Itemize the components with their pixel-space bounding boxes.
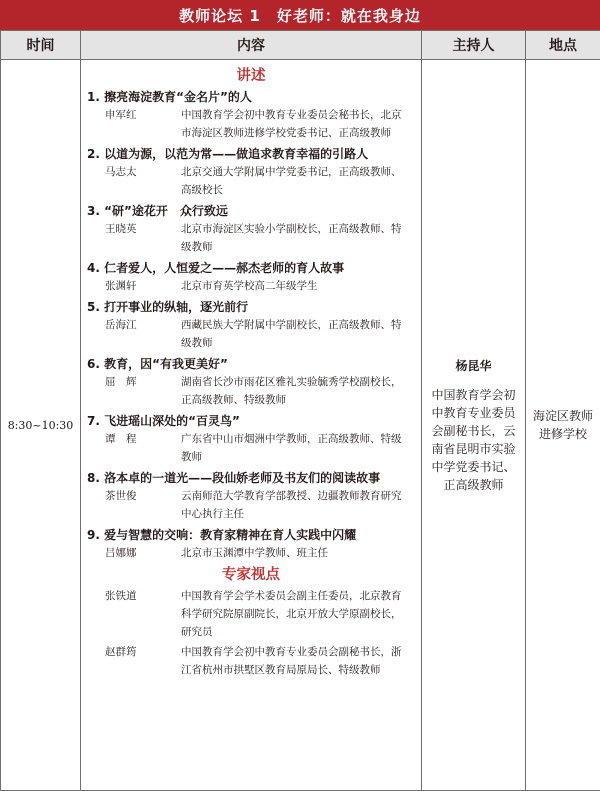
speaker-info <box>85 106 417 142</box>
speaker-name: 岳海江 <box>105 316 137 334</box>
host-desc: 中国教育学会初中教育专业委员会副秘书长，云南省昆明市实验中学党委书记、正高级教师 <box>427 386 520 494</box>
talk-item <box>85 469 417 523</box>
talk-item <box>85 526 417 562</box>
forum-title: 教师论坛 1 好老师：就在我身边 <box>179 5 421 26</box>
speaker-desc: 湖南省长沙市雨花区雅礼实验毓秀学校副校长，正高级教师、特级教师 <box>181 376 402 406</box>
session-time: 8:30~10:30 <box>1 60 81 791</box>
expert-name: 赵群筠 <box>105 643 137 661</box>
talk-item <box>85 145 417 199</box>
expert-desc: 中国教育学会初中教育专业委员会副秘书长，浙江省杭州市拱墅区教育局原局长、特级教师 <box>181 646 402 676</box>
session-place: 海淀区教师进修学校 <box>526 60 600 791</box>
talk-item <box>85 298 417 352</box>
talk-item <box>85 202 417 256</box>
header-time: 时间 <box>1 31 81 60</box>
forum-title-banner <box>0 0 600 30</box>
speaker-desc: 西藏民族大学附属中学副校长，正高级教师、特级教师 <box>181 319 402 349</box>
speaker-desc: 北京市育英学校高二年级学生 <box>181 280 318 292</box>
speaker-name: 茶世俊 <box>105 487 137 505</box>
talk-title: 1. 擦亮海淀教育“金名片”的人 <box>85 88 417 106</box>
speaker-name: 张渊轩 <box>105 277 137 295</box>
speaker-name: 申军红 <box>105 106 137 124</box>
speaker-info <box>85 163 417 199</box>
speaker-name: 吕娜娜 <box>105 544 137 562</box>
speaker-info <box>85 544 417 562</box>
speaker-desc: 广东省中山市烟洲中学教师，正高级教师、特级教师 <box>181 433 402 463</box>
lecture-section-title: 讲述 <box>85 66 417 86</box>
session-host <box>422 60 526 791</box>
header-row <box>1 31 600 60</box>
talk-title: 3. “研”途花开 众行致远 <box>85 202 417 220</box>
header-content: 内容 <box>81 31 422 60</box>
speaker-info <box>85 277 417 295</box>
expert-desc: 中国教育学会学术委员会副主任委员，北京教育科学研究院原副院长，北京开放大学原副校长，研究员 <box>181 590 402 638</box>
talk-title: 8. 洛本卓的一道光——段仙娇老师及书友们的阅读故事 <box>85 469 417 487</box>
talk-item <box>85 259 417 295</box>
speaker-info <box>85 487 417 523</box>
speaker-name: 马志太 <box>105 163 137 181</box>
speaker-desc: 中国教育学会初中教育专业委员会秘书长，北京市海淀区教师进修学校党委书记、正高级教师 <box>181 109 402 139</box>
expert-section-title: 专家视点 <box>85 565 417 585</box>
schedule-table <box>0 30 600 791</box>
talk-title: 7. 飞进瑶山深处的“百灵鸟” <box>85 412 417 430</box>
speaker-desc: 云南师范大学教育学部教授、边疆教师教育研究中心执行主任 <box>181 490 402 520</box>
talk-title: 9. 爱与智慧的交响：教育家精神在育人实践中闪耀 <box>85 526 417 544</box>
session-row <box>1 60 600 791</box>
talk-item <box>85 412 417 466</box>
speaker-name: 屈 辉 <box>105 373 137 391</box>
header-place: 地点 <box>526 31 600 60</box>
speaker-desc: 北京市玉渊潭中学教师、班主任 <box>181 547 328 559</box>
talk-title: 5. 打开事业的纵轴，逐光前行 <box>85 298 417 316</box>
speaker-name: 王晓英 <box>105 220 137 238</box>
speaker-info <box>85 220 417 256</box>
expert-info <box>85 643 417 679</box>
speaker-name: 谭 程 <box>105 430 137 448</box>
speaker-info <box>85 316 417 352</box>
expert-name: 张铁道 <box>105 587 137 605</box>
talk-title: 4. 仁者爱人，人恒爱之——郝杰老师的育人故事 <box>85 259 417 277</box>
talk-item <box>85 355 417 409</box>
talk-title: 2. 以道为源，以范为常——做追求教育幸福的引路人 <box>85 145 417 163</box>
talk-title: 6. 教育，因“有我更美好” <box>85 355 417 373</box>
speaker-desc: 北京市海淀区实验小学副校长，正高级教师、特级教师 <box>181 223 402 253</box>
header-host: 主持人 <box>422 31 526 60</box>
talk-item <box>85 88 417 142</box>
speaker-info <box>85 430 417 466</box>
speaker-desc: 北京交通大学附属中学党委书记，正高级教师、高级校长 <box>181 166 402 196</box>
session-content <box>81 60 422 791</box>
expert-info <box>85 587 417 641</box>
speaker-info <box>85 373 417 409</box>
host-name: 杨昆华 <box>427 357 520 374</box>
